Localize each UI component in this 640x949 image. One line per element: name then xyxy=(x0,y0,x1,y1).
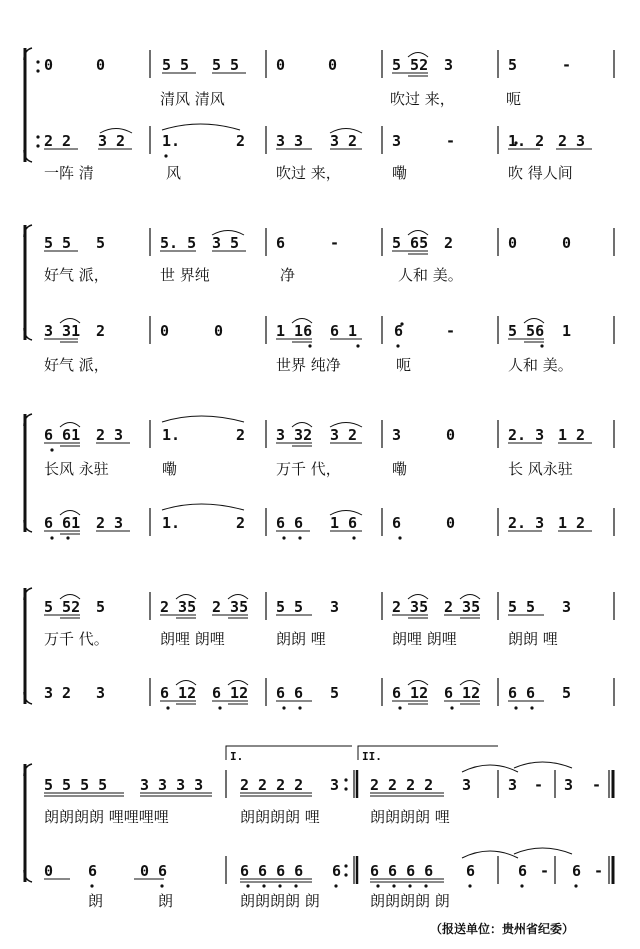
note-group: 5 xyxy=(96,234,106,252)
note-group: 6 xyxy=(332,862,342,880)
note-group: 2 xyxy=(444,234,454,252)
lyric: 呃 xyxy=(396,356,412,374)
lyric: 朗朗 哩 xyxy=(508,630,558,648)
note-group: 5 xyxy=(508,56,518,74)
lyric: 人和 美。 xyxy=(398,266,463,284)
note-group: 3 31 xyxy=(44,322,81,340)
note-group: 6 xyxy=(392,514,402,532)
note-group: 3 3 3 3 xyxy=(140,776,204,794)
note-group: 1. 2 xyxy=(508,132,545,150)
note-group: 3 xyxy=(392,132,402,150)
note-group: 5 56 xyxy=(508,322,545,340)
lyric: 长风 永驻 xyxy=(44,460,109,478)
lyric: 嘞 xyxy=(392,460,408,478)
note-group: 3 xyxy=(508,776,518,794)
lyric: 长 风永驻 xyxy=(508,460,573,478)
note-group: 6 6 xyxy=(508,684,536,702)
lyric: 万千 代。 xyxy=(44,630,109,648)
note-group: 2 xyxy=(236,514,246,532)
volta-1-label: I. xyxy=(230,750,244,763)
lyric: 朗朗朗朗 哩 xyxy=(240,808,320,826)
note-group: 2 xyxy=(96,322,106,340)
lyric: 朗朗朗朗 朗 xyxy=(370,892,450,910)
note-group: 6 xyxy=(276,234,286,252)
note-group: 2 35 xyxy=(444,598,481,616)
note-group: 5 5 xyxy=(44,234,72,252)
note-group: 0 xyxy=(44,56,54,74)
source-footer: （报送单位：贵州省纪委） xyxy=(430,922,575,936)
note-group: 5 xyxy=(330,684,340,702)
note-group: 2 3 xyxy=(96,514,124,532)
note-group: 5 xyxy=(96,598,106,616)
note-group: 3 2 xyxy=(330,132,358,150)
note-group: 3 xyxy=(564,776,574,794)
note-group: 2 35 xyxy=(392,598,429,616)
note-group: - xyxy=(562,56,572,74)
volta-2-label: II. xyxy=(362,750,382,763)
note-group: 0 xyxy=(446,514,456,532)
note-group: 6 12 xyxy=(392,684,429,702)
note-group: 1. xyxy=(162,514,181,532)
note-group: 6 xyxy=(572,862,582,880)
lyric: 朗 xyxy=(158,892,174,910)
lyric: 呃 xyxy=(506,90,522,108)
system-4-dots xyxy=(166,706,533,709)
note-group: 0 xyxy=(508,234,518,252)
note-group: 6 61 xyxy=(44,426,81,444)
note-group: 2 2 2 2 xyxy=(370,776,434,794)
note-group: 0 xyxy=(562,234,572,252)
lyric: 吹 得人间 xyxy=(508,164,573,182)
note-group: 6 6 6 6 xyxy=(240,862,304,880)
lyric: 清风 清风 xyxy=(160,90,225,108)
note-group: - xyxy=(534,776,544,794)
note-group: 0 xyxy=(96,56,106,74)
note-group: 5 5 xyxy=(508,598,536,616)
note-group: 2 35 xyxy=(212,598,249,616)
note-group: 2 3 xyxy=(558,132,586,150)
note-group: 2 2 xyxy=(44,132,72,150)
note-group: 6 xyxy=(518,862,528,880)
lyric: 朗 xyxy=(88,892,104,910)
note-group: 1. xyxy=(162,426,181,444)
note-group: 3 xyxy=(562,598,572,616)
note-group: 5 5 xyxy=(212,56,240,74)
lyric: 朗朗 哩 xyxy=(276,630,326,648)
lyric: 吹过 来， xyxy=(276,164,341,182)
lyric: 嘞 xyxy=(162,460,178,478)
note-group: 2. 3 xyxy=(508,514,545,532)
note-group: 2 3 xyxy=(96,426,124,444)
note-group: 0 xyxy=(44,862,54,880)
note-group: 3 2 xyxy=(330,426,358,444)
note-group: 3 32 xyxy=(276,426,313,444)
lyric: 朗朗朗朗 哩哩哩哩 xyxy=(44,808,169,826)
lyric: 人和 美。 xyxy=(508,356,573,374)
note-group: 3 xyxy=(330,598,340,616)
note-group: 6 6 6 6 xyxy=(370,862,434,880)
note-group: 6 xyxy=(88,862,98,880)
lyric: 朗哩 朗哩 xyxy=(160,630,225,648)
note-group: 0 xyxy=(214,322,224,340)
lyric: 风 xyxy=(166,164,182,182)
note-group: 5 5 5 5 xyxy=(44,776,108,794)
note-group: - xyxy=(594,862,604,880)
note-group: 3 3 xyxy=(276,132,304,150)
note-group: - xyxy=(446,322,456,340)
note-group: 2. 3 xyxy=(508,426,545,444)
note-group: 6 12 xyxy=(444,684,481,702)
note-group: 6 12 xyxy=(160,684,197,702)
note-group: - xyxy=(330,234,340,252)
lyric: 吹过 来， xyxy=(390,90,455,108)
note-group: 0 xyxy=(446,426,456,444)
note-group: - xyxy=(446,132,456,150)
note-group: 3 xyxy=(96,684,106,702)
note-group: 1 6 xyxy=(330,514,358,532)
note-group: 6 6 xyxy=(276,514,304,532)
note-group: 0 xyxy=(140,862,150,880)
note-group: 5 5 xyxy=(162,56,190,74)
note-group: 2 2 2 2 xyxy=(240,776,304,794)
note-group: 1 2 xyxy=(558,426,586,444)
note-group: 3 5 xyxy=(212,234,240,252)
note-group: 0 xyxy=(160,322,170,340)
note-group: 3 2 xyxy=(44,684,72,702)
note-group: 2 xyxy=(236,426,246,444)
note-group: 6 61 xyxy=(44,514,81,532)
note-group: 5 xyxy=(562,684,572,702)
lyric: 好气 派， xyxy=(44,266,109,284)
note-group: 5 65 xyxy=(392,234,429,252)
note-group: 1 2 xyxy=(558,514,586,532)
note-group: 5 52 xyxy=(44,598,81,616)
note-group: 0 xyxy=(276,56,286,74)
note-group: 3 2 xyxy=(98,132,126,150)
note-group: 6 12 xyxy=(212,684,249,702)
lyric: 一阵 清 xyxy=(44,164,94,182)
note-group: 3 xyxy=(462,776,472,794)
lyric: 世界 纯净 xyxy=(276,356,341,374)
note-group: 5 5 xyxy=(276,598,304,616)
lyric: 好气 派， xyxy=(44,356,109,374)
note-group: 6 1 xyxy=(330,322,358,340)
note-group: 3 xyxy=(330,776,340,794)
note-group: - xyxy=(540,862,550,880)
note-group: - xyxy=(592,776,602,794)
note-group: 3 xyxy=(444,56,454,74)
note-group: 2 xyxy=(236,132,246,150)
lyric: 朗哩 朗哩 xyxy=(392,630,457,648)
note-group: 6 xyxy=(394,322,404,340)
lyric: 朗朗朗朗 朗 xyxy=(240,892,320,910)
note-group: 6 xyxy=(466,862,476,880)
lyric: 嘞 xyxy=(392,164,408,182)
note-group: 0 xyxy=(328,56,338,74)
lyric: 世 界纯 xyxy=(160,266,210,284)
note-group: 1. xyxy=(162,132,181,150)
note-group: 6 xyxy=(158,862,168,880)
note-group: 1 xyxy=(562,322,572,340)
lyric: 万千 代， xyxy=(276,460,341,478)
note-group: 1 16 xyxy=(276,322,313,340)
note-group: 5 52 xyxy=(392,56,429,74)
lyric: 朗朗朗朗 哩 xyxy=(370,808,450,826)
note-group: 3 xyxy=(392,426,402,444)
note-group: 6 6 xyxy=(276,684,304,702)
note-group: 2 35 xyxy=(160,598,197,616)
note-group: 5. 5 xyxy=(160,234,197,252)
lyric: 净 xyxy=(280,266,296,284)
